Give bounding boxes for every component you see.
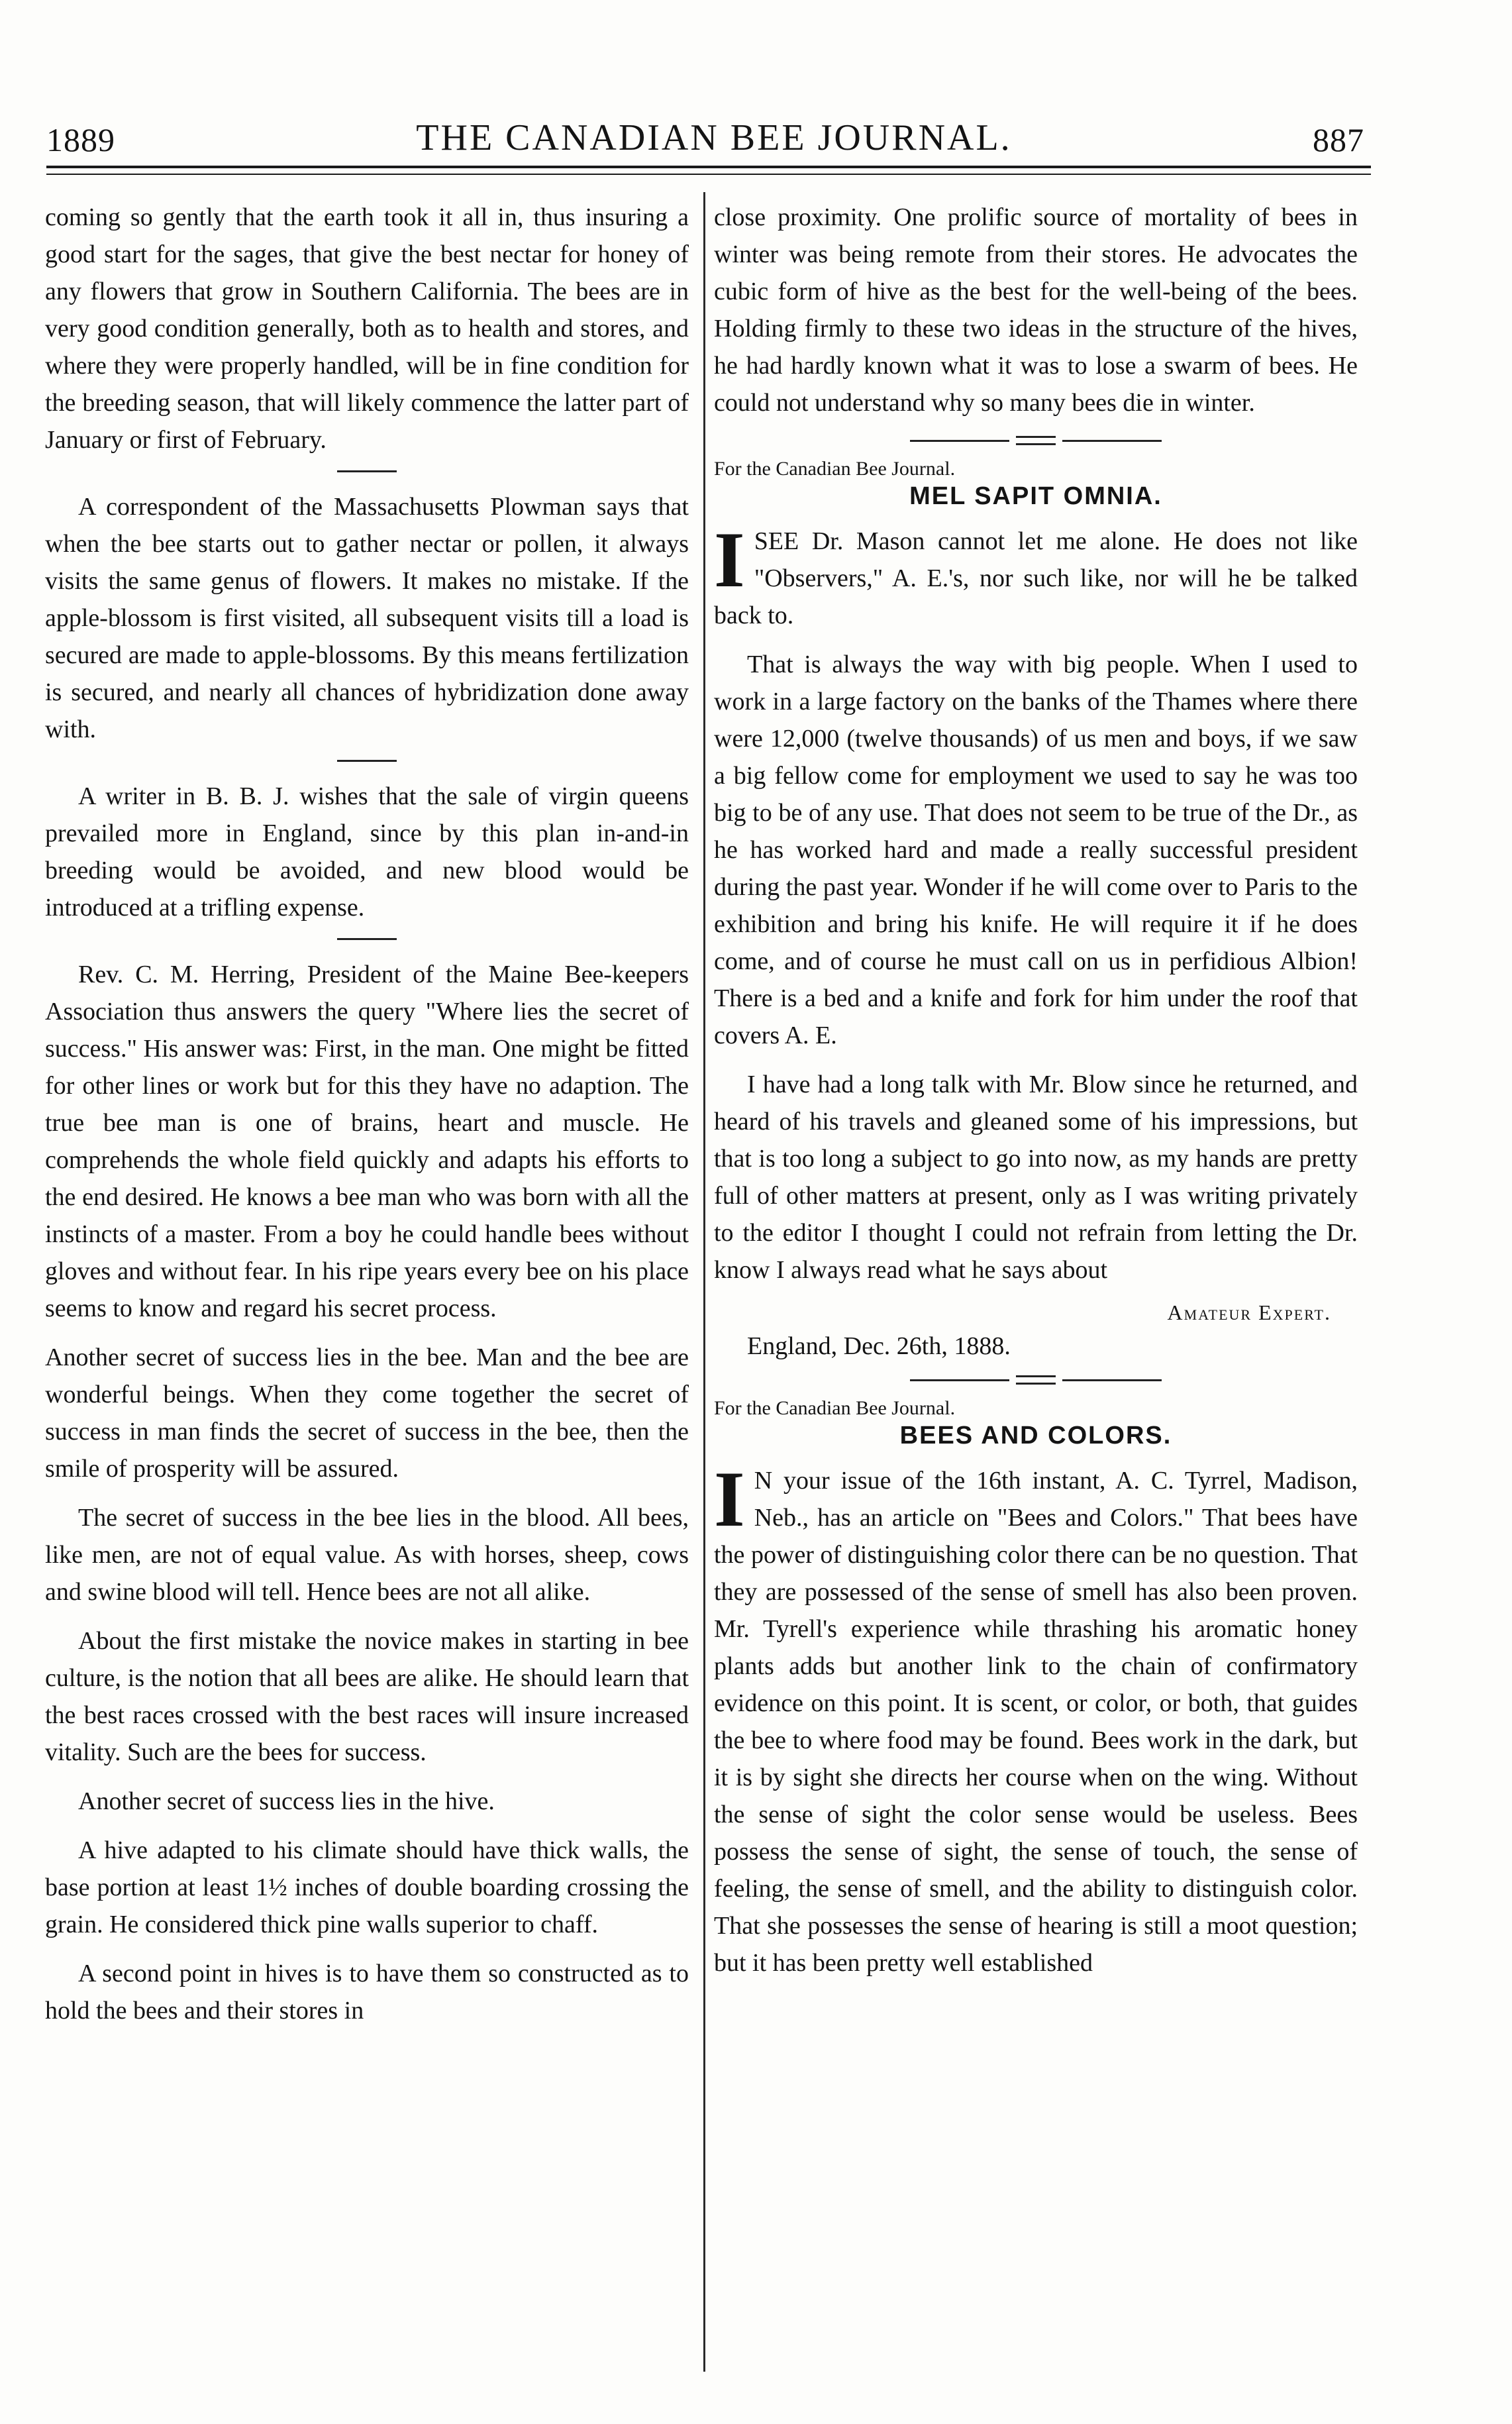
paragraph: Rev. C. M. Herring, President of the Maine Bee-keepers Association thus answers the query "Where lies the secret of success." His answer was: First, in the man. One might be fitted for other lines or work but for this they have no adaption. The true bee man is one of brains, heart and muscle. He comprehends the whole field quickly and adapts his efforts to the end desired. He knows a bee man who was born with all the instincts of a master. From a boy he could handle bees without gloves and without fear. In his ripe years every bee on his place seems to know and regard his secret process. (45, 961, 689, 1322)
header-year: 1889 (46, 121, 115, 158)
paragraph: A hive adapted to his climate should have thick walls, the base portion at least 1½ inches of double boarding crossing the grain. He considered thick pine walls superior to chaff. (45, 1836, 689, 1938)
article-opening (714, 1455, 1358, 1981)
article-opening-text: SEE Dr. Mason cannot let me alone. He does not like "Observers," A. E.'s, nor such like, nor will he be talked back to. (714, 527, 1358, 629)
paragraph: A correspondent of the Massachusetts Plowman says that when the bee starts out to gather nectar or pollen, it always visits the same genus of flowers. It makes no mistake. If the apple-blossom is first visited, all subsequent visits till a load is secured are made to apple-blossoms. By this means fertilization is secured, and nearly all chances of hybridization done away with. (45, 493, 689, 743)
section-title: MEL SAPIT OMNIA. (909, 482, 1162, 510)
article-opening (714, 515, 1358, 634)
paragraph: Another secret of success lies in the bee. Man and the bee are wonderful beings. When they come together the secret of success in man finds the secret of success in the bee, then the smile of prosperity will be assured. (45, 1344, 689, 1483)
column-divider (703, 192, 705, 2372)
paragraph: The secret of success in the bee lies in the blood. All bees, like men, are not of equal value. As with horses, sheep, cows and swine blood will tell. Hence bees are not all alike. (45, 1504, 689, 1606)
left-column (45, 199, 689, 2041)
ornament-rule (910, 436, 1162, 445)
section-title: BEES AND COLORS. (899, 1422, 1172, 1449)
attribution-line: For the Canadian Bee Journal. (714, 1397, 956, 1419)
paragraph: Another secret of success lies in the hive. (78, 1787, 495, 1815)
page-number: 887 (1312, 121, 1364, 158)
paragraph: About the first mistake the novice makes in starting in bee culture, is the notion that all bees are alike. He should learn that the best races crossed with the best races will insure increased vitality. Such are the bees for success. (45, 1627, 689, 1766)
paragraph: coming so gently that the earth took it all in, thus insuring a good start for the sages, that give the best nectar for honey of any flowers that grow in Southern California. The bees are in very good condition generally, both as to health and stores, and where they were properly handled, will be in fine condition for the breeding season, that will likely commence the latter part of January or first of February. (45, 203, 689, 454)
right-column (714, 199, 1358, 1993)
ornament-rule (910, 1375, 1162, 1385)
journal-title: THE CANADIAN BEE JOURNAL. (416, 117, 1012, 158)
separator (337, 938, 397, 940)
drop-cap: I (714, 1455, 745, 1543)
page-header (46, 99, 1364, 159)
paragraph: I have had a long talk with Mr. Blow since he returned, and heard of his travels and gleaned some of his impressions, but that is too long a subject to go into now, as my hands are pretty full of other matters at present, only as I was writing privately to the editor I thought I could not refrain from letting the Dr. know I always read what he says about (714, 1071, 1358, 1284)
separator (337, 760, 397, 762)
paragraph: That is always the way with big people. When I used to work in a large factory on the banks of the Thames where there were 12,000 (twelve thousands) of us men and boys, if we saw a big fellow come for employment we used to say he was too big to be of any use. That does not seem to be true of the Dr., as he has worked hard and made a really successful president during the past year. Wonder if he will come over to Paris to the exhibition and bring his knife. He will require it if he does come, and of course he must call on us in perfidious Albion! There is a bed and a knife and fork for him under the roof that covers A. E. (714, 651, 1358, 1049)
separator (337, 470, 397, 472)
article-opening-text: N your issue of the 16th instant, A. C. Tyrrel, Madison, Neb., has an article on "Bees and Colors." That bees have the power of distinguishing color there can be no question. That they are possessed of the sense of smell has also been proven. Mr. Tyrell's experience while thrashing his aromatic honey plants adds but another link to the chain of confirmatory evidence on this point. It is scent, or color, or both, that guides the bee to where food may be found. Bees work in the dark, but it is by sight she directs her course when on the wing. Without the sense of sight the color sense would be useless. Bees possess the sense of sight, the sense of touch, the sense of feeling, the sense of smell, and the ability to distinguish color. That she possesses the sense of hearing is still a moot question; but it has been pretty well established (714, 1467, 1358, 1977)
paragraph: A second point in hives is to have them so constructed as to hold the bees and their stores in (45, 1960, 689, 2025)
paragraph: A writer in B. B. J. wishes that the sale of virgin queens prevailed more in England, since by this plan in-and-in breeding would be avoided, and new blood would be introduced at a trifling expense. (45, 782, 689, 922)
attribution-line: For the Canadian Bee Journal. (714, 458, 956, 480)
signature: Amateur Expert. (1167, 1300, 1331, 1324)
paragraph: close proximity. One prolific source of mortality of bees in winter was being remote from their stores. He advocates the cubic form of hive as the best for the well-being of the bees. Holding firmly to these two ideas in the structure of the hives, he had hardly known what it was to lose a swarm of bees. He could not understand why so many bees die in winter. (714, 203, 1358, 417)
drop-cap: I (714, 515, 745, 604)
header-rule (46, 166, 1371, 175)
place-date: England, Dec. 26th, 1888. (747, 1332, 1011, 1360)
